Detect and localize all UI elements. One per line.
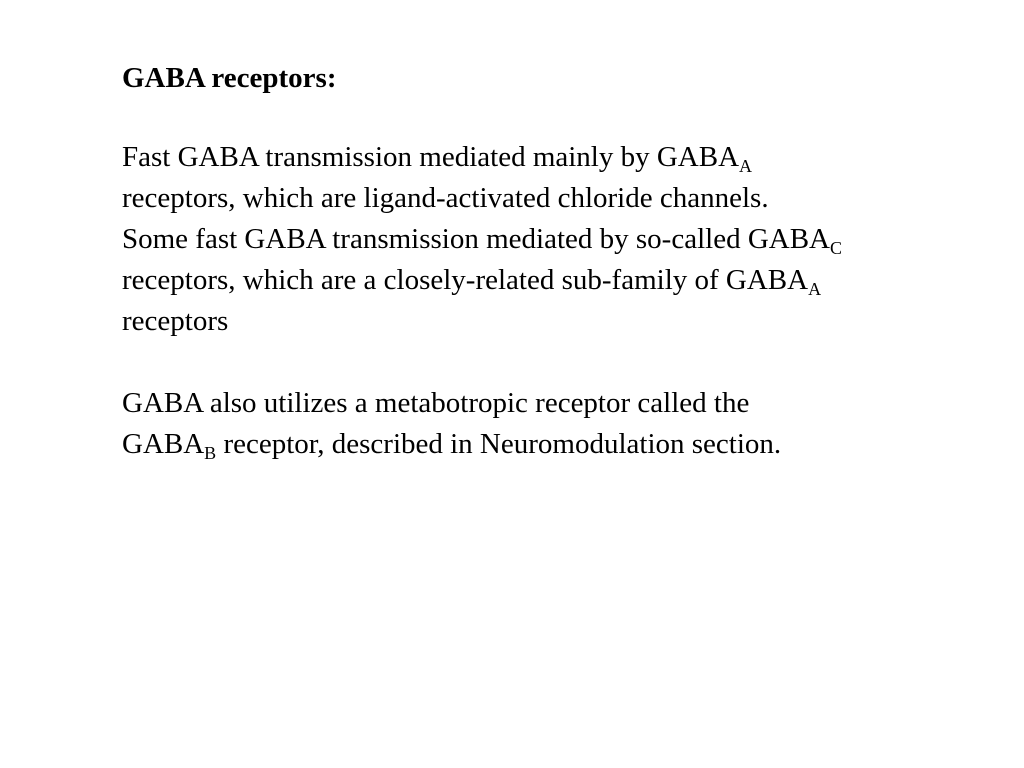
text-line	[122, 424, 781, 465]
line-text: Fast GABA transmission mediated mainly by GABA	[122, 141, 740, 173]
line-text: Some fast GABA transmission mediated by so-called GABA	[122, 223, 830, 255]
text-line	[122, 219, 842, 260]
text-line	[122, 301, 842, 342]
subscript: A	[808, 279, 822, 299]
paragraph-fast-gaba	[122, 137, 842, 342]
subscript: C	[830, 238, 843, 258]
line-text: GABA	[122, 428, 205, 460]
line-text: receptor, described in Neuromodulation section.	[216, 428, 782, 460]
text-line	[122, 383, 781, 424]
text-line	[122, 137, 842, 178]
slide-title: GABA receptors:	[122, 62, 337, 94]
paragraph-metabotropic	[122, 383, 781, 465]
subscript: B	[204, 443, 217, 463]
line-text: receptors, which are a closely-related sub-family of GABA	[122, 264, 809, 296]
line-text: GABA also utilizes a metabotropic receptor called the	[122, 387, 750, 419]
text-line	[122, 260, 842, 301]
line-text: receptors, which are ligand-activated chloride channels.	[122, 182, 769, 214]
subscript: A	[739, 156, 753, 176]
line-text: receptors	[122, 305, 229, 337]
text-line	[122, 178, 842, 219]
